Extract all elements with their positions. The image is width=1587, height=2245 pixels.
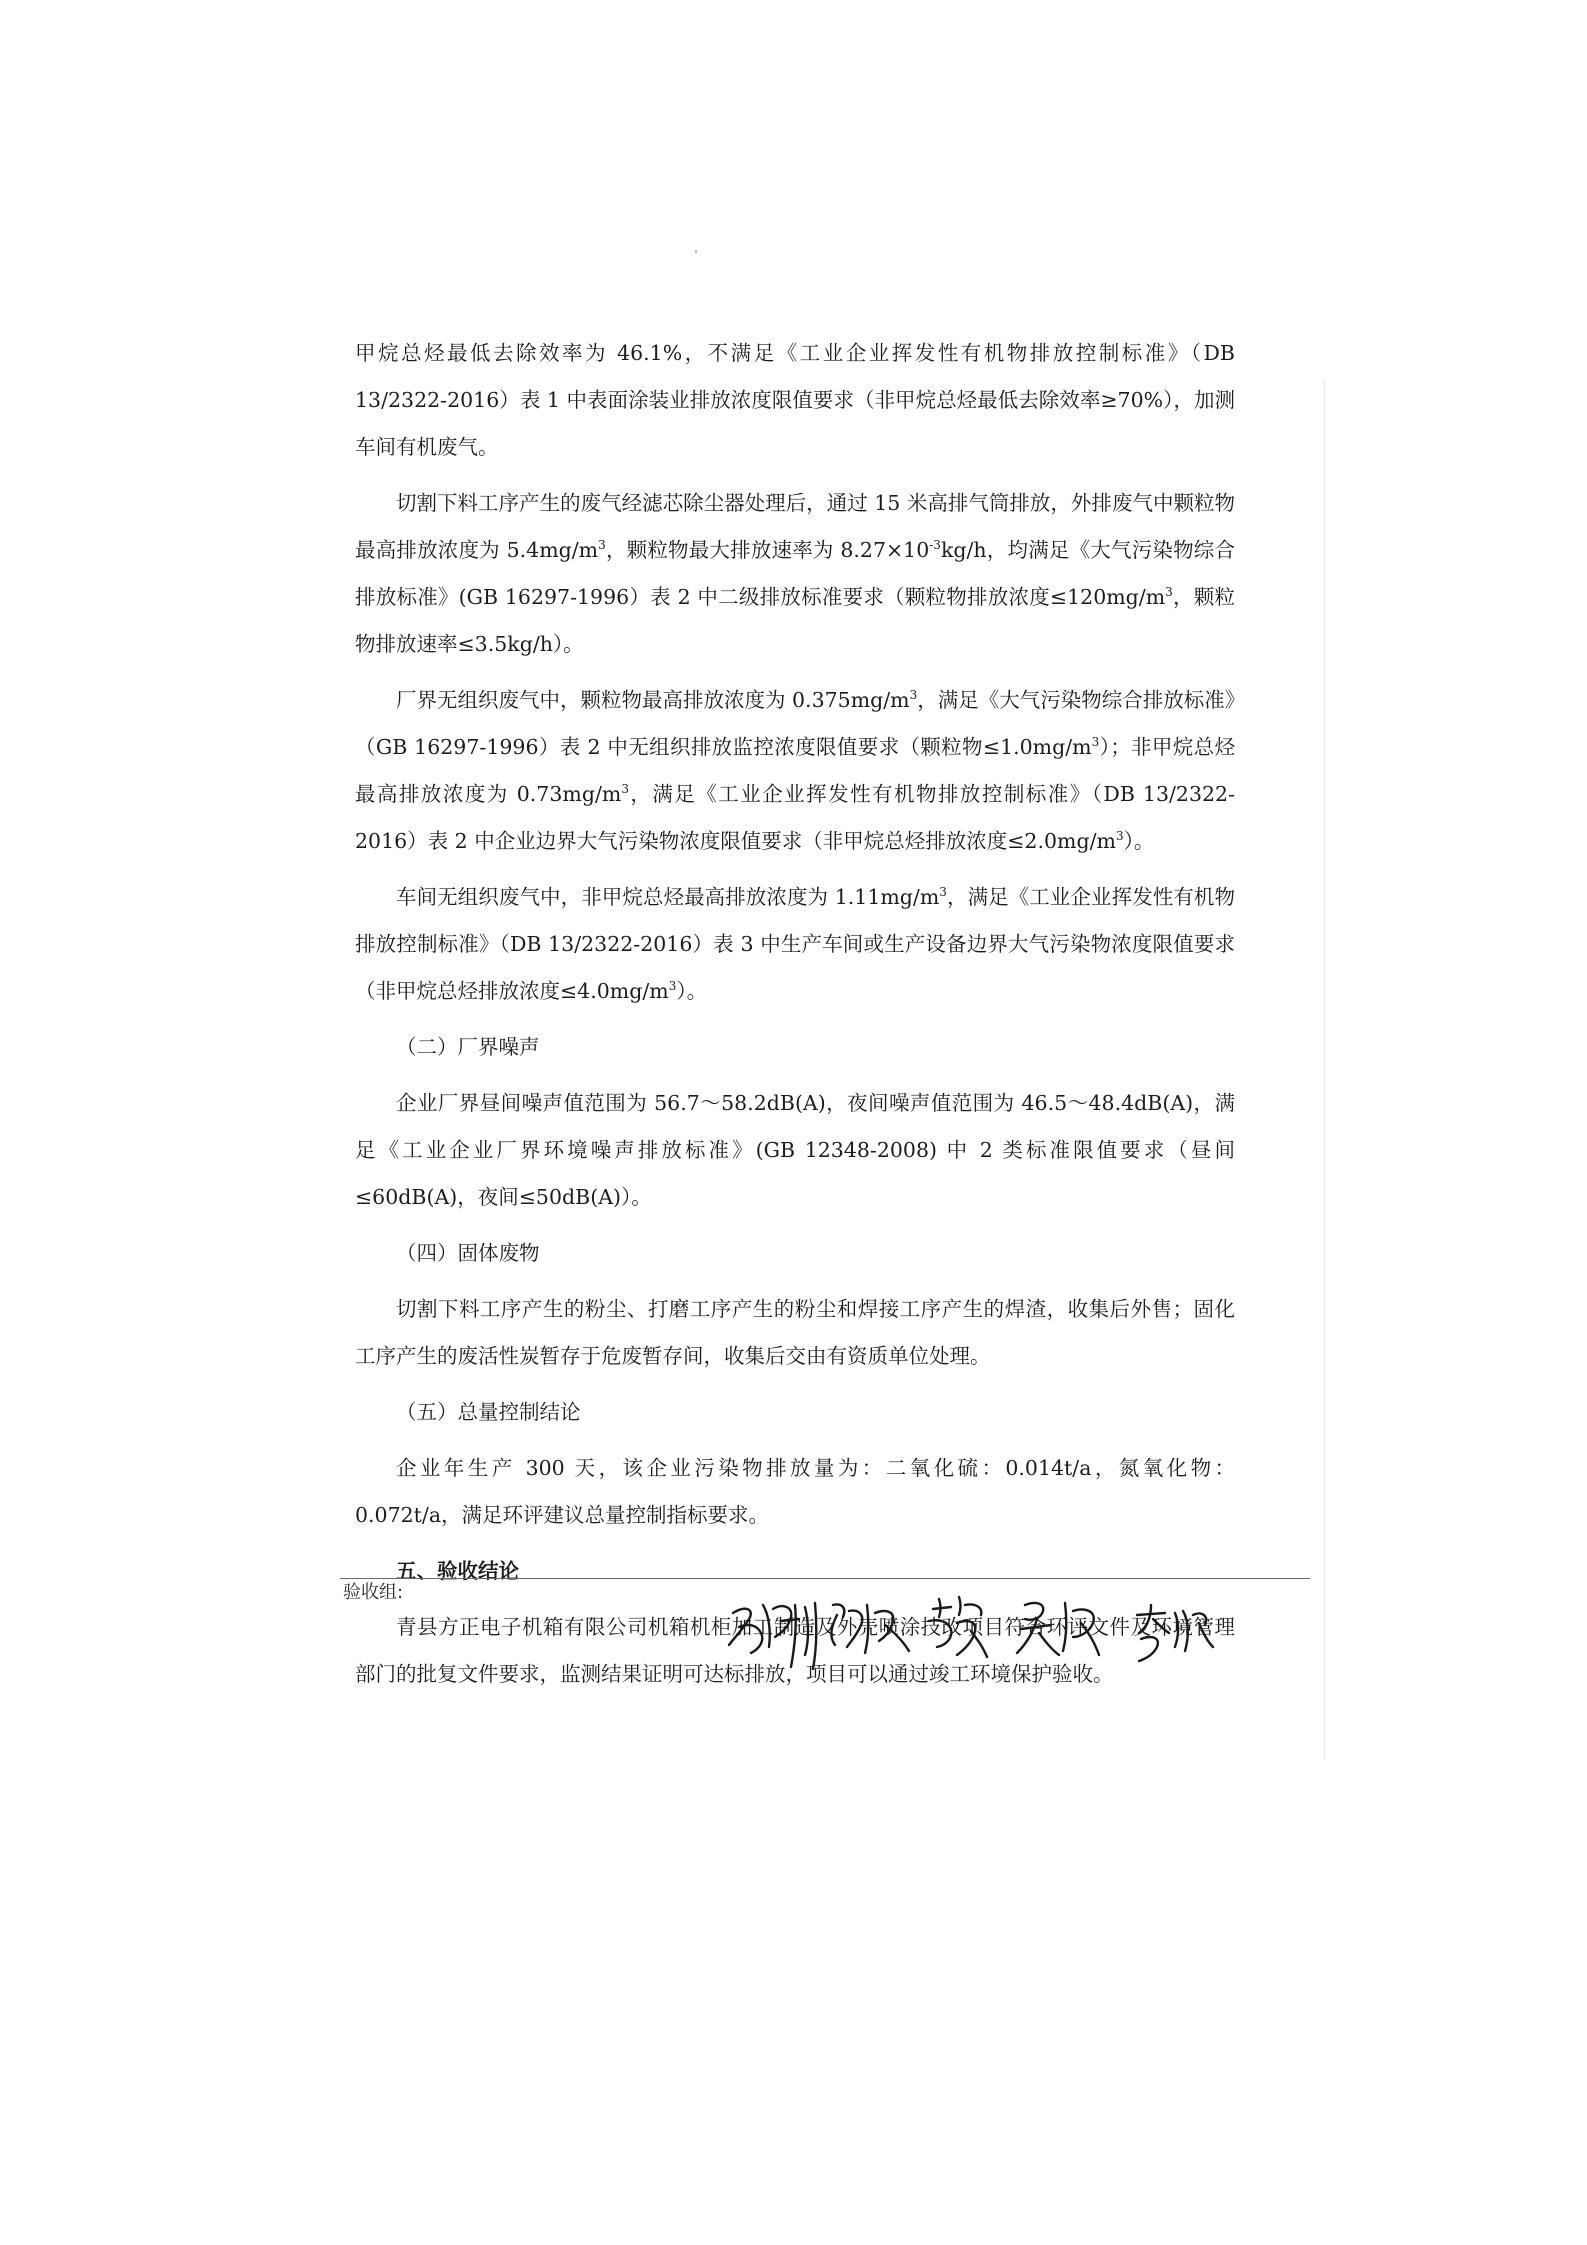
- heading-solid-waste: （四）固体废物: [396, 1241, 540, 1265]
- superscript: 3: [939, 885, 947, 900]
- heading-noise: （二）厂界噪声: [396, 1035, 540, 1059]
- paragraph-text: ，满足《大气污染物综合排放标准》（GB 16297-1996）表 2 中无组织排放监控浓度限值要求（颗粒物≤1.0mg/m: [355, 688, 1236, 759]
- paragraph-cutting-exhaust: [355, 480, 1235, 668]
- paragraph-text: ，颗粒物排放速率≤3.5kg/h）。: [355, 585, 1236, 656]
- heading-total-control: （五）总量控制结论: [396, 1400, 581, 1424]
- scan-edge-line: [1324, 380, 1325, 1760]
- paragraph-text: 企业年生产 300 天，该企业污染物排放量为：二氧化硫：0.014t/a，氮氧化物：0.072t/a，满足环评建议总量控制指标要求。: [355, 1456, 1235, 1527]
- paragraph-text: 车间无组织废气中，非甲烷总烃最高排放浓度为 1.11mg/m: [396, 885, 940, 909]
- paragraph-text: 甲烷总烃最低去除效率为 46.1%，不满足《工业企业挥发性有机物排放控制标准》（DB 13/2322-2016）表 1 中表面涂装业排放浓度限值要求（非甲烷总烃最低去除效率≥70%），加测车间有机废气。: [355, 341, 1235, 459]
- signature-4: [1017, 1603, 1099, 1655]
- heading-conclusion: 五、验收结论: [396, 1559, 519, 1583]
- signature-3: [929, 1597, 987, 1657]
- superscript: 3: [621, 782, 629, 797]
- paragraph-text: ）。: [1123, 829, 1155, 853]
- superscript: 3: [909, 688, 918, 703]
- paragraph-text: ，满足《工业企业挥发性有机物排放控制标准》（DB 13/2322-2016）表 3 中生产车间或生产设备边界大气污染物浓度限值要求（非甲烷总烃排放浓度≤4.0mg/m: [355, 885, 1236, 1003]
- signature-5: [1137, 1605, 1213, 1661]
- paragraph-solid-waste: [355, 1286, 1235, 1380]
- paragraph-text: 企业厂界昼间噪声值范围为 56.7～58.2dB(A)，夜间噪声值范围为 46.5～48.4dB(A)，满足《工业企业厂界环境噪声排放标准》(GB 12348-2008) 中 2 类标准限值要求（昼间≤60dB(A)，夜间≤50dB(A)）。: [355, 1091, 1235, 1209]
- paragraph-text: 厂界无组织废气中，颗粒物最高排放浓度为 0.375mg/m: [396, 688, 910, 712]
- paragraph-fugitive-workshop: [355, 874, 1235, 1015]
- signature-1: [729, 1603, 816, 1669]
- document-body: [355, 330, 1235, 1707]
- acceptance-group-label: 验收组:: [343, 1582, 404, 1603]
- paragraph-text: ）。: [676, 979, 708, 1003]
- paragraph-vocs-efficiency: [355, 330, 1235, 471]
- paragraph-text: 切割下料工序产生的废气经滤芯除尘器处理后，通过 15 米高排气筒排放，外排废气中颗粒物最高排放浓度为 5.4mg/m: [355, 491, 1235, 562]
- paragraph-text: kg/h，均满足《大气污染物综合排放标准》(GB 16297-1996）表 2 中二级排放标准要求（颗粒物排放浓度≤120mg/m: [355, 538, 1235, 609]
- handwritten-signatures: [725, 1575, 1255, 1680]
- paragraph-text: ，颗粒物最大排放速率为 8.27×10: [605, 538, 930, 562]
- superscript: 3: [598, 538, 606, 553]
- superscript: 3: [668, 979, 677, 994]
- scan-speck: [695, 250, 697, 253]
- superscript: 3: [1091, 735, 1100, 750]
- superscript: 3: [1165, 585, 1173, 600]
- paragraph-text: ）；非甲烷总烃最高排放浓度为 0.73mg/m: [355, 735, 1236, 806]
- paragraph-text: 切割下料工序产生的粉尘、打磨工序产生的粉尘和焊接工序产生的焊渣，收集后外售；固化工序产生的废活性炭暂存于危废暂存间，收集后交由有资质单位处理。: [355, 1297, 1235, 1368]
- paragraph-text: ，满足《工业企业挥发性有机物排放控制标准》（DB 13/2322-2016）表 2 中企业边界大气污染物浓度限值要求（非甲烷总烃排放浓度≤2.0mg/m: [355, 782, 1236, 853]
- paragraph-noise: [355, 1080, 1235, 1221]
- paragraph-total-control: [355, 1445, 1235, 1539]
- paragraph-text: 青县方正电子机箱有限公司机箱机柜加工制造及外壳喷涂技改项目符合环评文件及环境管理部门的批复文件要求，监测结果证明可达标排放，项目可以通过竣工环境保护验收。: [355, 1615, 1235, 1686]
- signature-2: [831, 1605, 909, 1654]
- superscript: 3: [1115, 829, 1124, 844]
- superscript: -3: [929, 538, 941, 553]
- paragraph-fugitive-boundary: [355, 677, 1235, 865]
